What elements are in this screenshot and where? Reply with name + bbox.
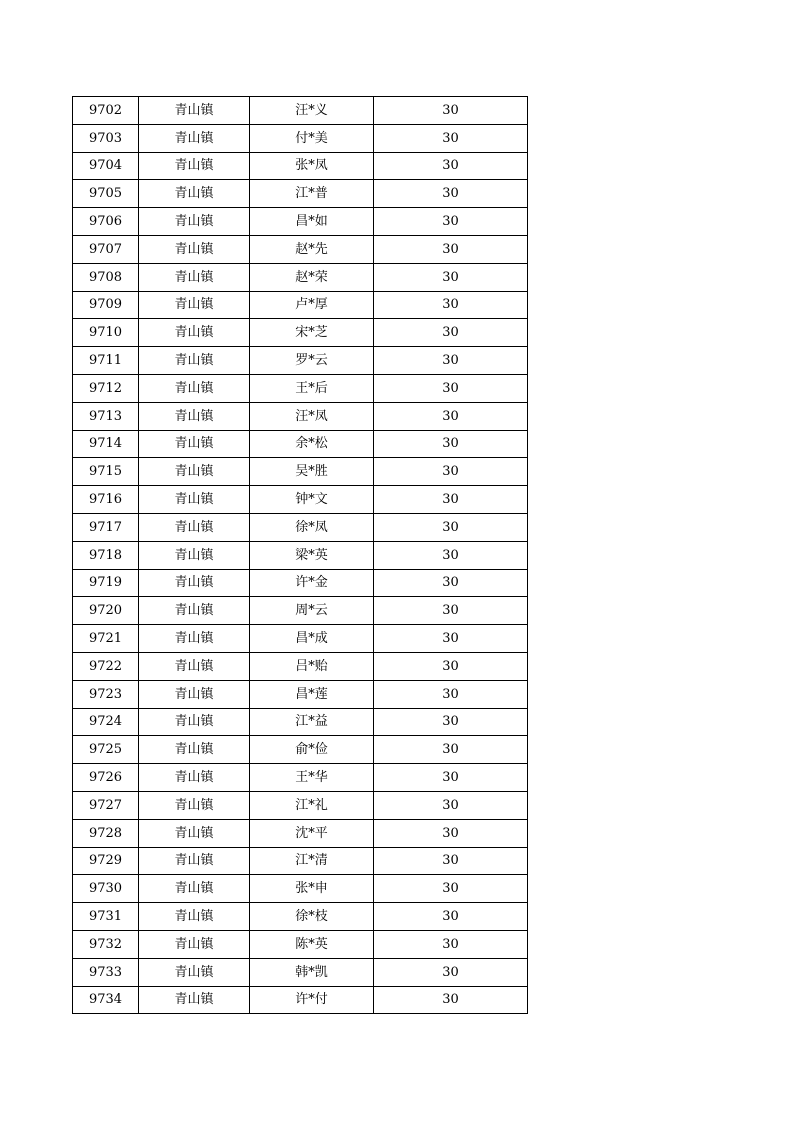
- name-cell: 昌*如: [250, 208, 374, 236]
- name-cell: 王*后: [250, 374, 374, 402]
- table-row: [73, 625, 528, 653]
- town-cell: 青山镇: [139, 208, 250, 236]
- serial-number-cell: 9702: [73, 97, 139, 125]
- name-cell: 俞*俭: [250, 736, 374, 764]
- town-cell: 青山镇: [139, 430, 250, 458]
- amount-cell: 30: [374, 402, 528, 430]
- name-cell: 韩*凯: [250, 958, 374, 986]
- serial-number-cell: 9725: [73, 736, 139, 764]
- serial-number-cell: 9729: [73, 847, 139, 875]
- name-cell: 许*付: [250, 986, 374, 1014]
- amount-cell: 30: [374, 124, 528, 152]
- table-row: [73, 680, 528, 708]
- name-cell: 梁*英: [250, 541, 374, 569]
- serial-number-cell: 9730: [73, 875, 139, 903]
- table-row: [73, 374, 528, 402]
- name-cell: 赵*荣: [250, 263, 374, 291]
- table-row: [73, 930, 528, 958]
- serial-number-cell: 9733: [73, 958, 139, 986]
- town-cell: 青山镇: [139, 402, 250, 430]
- serial-number-cell: 9728: [73, 819, 139, 847]
- amount-cell: 30: [374, 541, 528, 569]
- table-row: [73, 180, 528, 208]
- name-cell: 张*申: [250, 875, 374, 903]
- town-cell: 青山镇: [139, 291, 250, 319]
- name-cell: 付*美: [250, 124, 374, 152]
- town-cell: 青山镇: [139, 986, 250, 1014]
- table-row: [73, 430, 528, 458]
- amount-cell: 30: [374, 291, 528, 319]
- roster-table: [72, 96, 528, 1014]
- table-row: [73, 875, 528, 903]
- roster-table-body: [73, 97, 528, 1014]
- name-cell: 昌*成: [250, 625, 374, 653]
- serial-number-cell: 9718: [73, 541, 139, 569]
- table-row: [73, 97, 528, 125]
- amount-cell: 30: [374, 486, 528, 514]
- town-cell: 青山镇: [139, 819, 250, 847]
- serial-number-cell: 9721: [73, 625, 139, 653]
- town-cell: 青山镇: [139, 875, 250, 903]
- amount-cell: 30: [374, 764, 528, 792]
- amount-cell: 30: [374, 97, 528, 125]
- serial-number-cell: 9719: [73, 569, 139, 597]
- amount-cell: 30: [374, 458, 528, 486]
- amount-cell: 30: [374, 208, 528, 236]
- name-cell: 张*凤: [250, 152, 374, 180]
- amount-cell: 30: [374, 986, 528, 1014]
- amount-cell: 30: [374, 958, 528, 986]
- serial-number-cell: 9727: [73, 791, 139, 819]
- town-cell: 青山镇: [139, 541, 250, 569]
- amount-cell: 30: [374, 319, 528, 347]
- amount-cell: 30: [374, 791, 528, 819]
- town-cell: 青山镇: [139, 374, 250, 402]
- town-cell: 青山镇: [139, 736, 250, 764]
- table-row: [73, 569, 528, 597]
- town-cell: 青山镇: [139, 847, 250, 875]
- name-cell: 钟*文: [250, 486, 374, 514]
- table-row: [73, 486, 528, 514]
- serial-number-cell: 9706: [73, 208, 139, 236]
- table-row: [73, 208, 528, 236]
- name-cell: 周*云: [250, 597, 374, 625]
- town-cell: 青山镇: [139, 180, 250, 208]
- name-cell: 许*金: [250, 569, 374, 597]
- town-cell: 青山镇: [139, 486, 250, 514]
- name-cell: 罗*云: [250, 347, 374, 375]
- serial-number-cell: 9734: [73, 986, 139, 1014]
- table-row: [73, 903, 528, 931]
- name-cell: 王*华: [250, 764, 374, 792]
- amount-cell: 30: [374, 875, 528, 903]
- serial-number-cell: 9716: [73, 486, 139, 514]
- name-cell: 汪*义: [250, 97, 374, 125]
- name-cell: 江*普: [250, 180, 374, 208]
- town-cell: 青山镇: [139, 903, 250, 931]
- serial-number-cell: 9723: [73, 680, 139, 708]
- serial-number-cell: 9717: [73, 513, 139, 541]
- amount-cell: 30: [374, 930, 528, 958]
- name-cell: 赵*先: [250, 235, 374, 263]
- serial-number-cell: 9710: [73, 319, 139, 347]
- serial-number-cell: 9714: [73, 430, 139, 458]
- name-cell: 吴*胜: [250, 458, 374, 486]
- table-row: [73, 319, 528, 347]
- table-row: [73, 736, 528, 764]
- amount-cell: 30: [374, 736, 528, 764]
- amount-cell: 30: [374, 152, 528, 180]
- town-cell: 青山镇: [139, 97, 250, 125]
- town-cell: 青山镇: [139, 458, 250, 486]
- serial-number-cell: 9704: [73, 152, 139, 180]
- serial-number-cell: 9711: [73, 347, 139, 375]
- serial-number-cell: 9713: [73, 402, 139, 430]
- table-row: [73, 652, 528, 680]
- name-cell: 昌*莲: [250, 680, 374, 708]
- name-cell: 沈*平: [250, 819, 374, 847]
- table-row: [73, 986, 528, 1014]
- table-row: [73, 847, 528, 875]
- table-row: [73, 347, 528, 375]
- table-row: [73, 458, 528, 486]
- serial-number-cell: 9724: [73, 708, 139, 736]
- table-row: [73, 958, 528, 986]
- name-cell: 江*清: [250, 847, 374, 875]
- amount-cell: 30: [374, 347, 528, 375]
- amount-cell: 30: [374, 263, 528, 291]
- amount-cell: 30: [374, 374, 528, 402]
- amount-cell: 30: [374, 625, 528, 653]
- amount-cell: 30: [374, 569, 528, 597]
- table-row: [73, 819, 528, 847]
- town-cell: 青山镇: [139, 764, 250, 792]
- town-cell: 青山镇: [139, 347, 250, 375]
- name-cell: 宋*芝: [250, 319, 374, 347]
- town-cell: 青山镇: [139, 263, 250, 291]
- name-cell: 吕*贻: [250, 652, 374, 680]
- name-cell: 江*益: [250, 708, 374, 736]
- serial-number-cell: 9703: [73, 124, 139, 152]
- amount-cell: 30: [374, 708, 528, 736]
- amount-cell: 30: [374, 597, 528, 625]
- serial-number-cell: 9712: [73, 374, 139, 402]
- serial-number-cell: 9726: [73, 764, 139, 792]
- serial-number-cell: 9705: [73, 180, 139, 208]
- name-cell: 卢*厚: [250, 291, 374, 319]
- town-cell: 青山镇: [139, 791, 250, 819]
- table-row: [73, 152, 528, 180]
- town-cell: 青山镇: [139, 958, 250, 986]
- amount-cell: 30: [374, 430, 528, 458]
- town-cell: 青山镇: [139, 319, 250, 347]
- table-row: [73, 708, 528, 736]
- amount-cell: 30: [374, 819, 528, 847]
- name-cell: 徐*凤: [250, 513, 374, 541]
- town-cell: 青山镇: [139, 235, 250, 263]
- table-row: [73, 402, 528, 430]
- table-row: [73, 541, 528, 569]
- town-cell: 青山镇: [139, 680, 250, 708]
- name-cell: 陈*英: [250, 930, 374, 958]
- amount-cell: 30: [374, 903, 528, 931]
- table-row: [73, 597, 528, 625]
- town-cell: 青山镇: [139, 597, 250, 625]
- town-cell: 青山镇: [139, 708, 250, 736]
- name-cell: 余*松: [250, 430, 374, 458]
- table-row: [73, 791, 528, 819]
- amount-cell: 30: [374, 513, 528, 541]
- town-cell: 青山镇: [139, 124, 250, 152]
- table-row: [73, 764, 528, 792]
- serial-number-cell: 9720: [73, 597, 139, 625]
- name-cell: 汪*凤: [250, 402, 374, 430]
- serial-number-cell: 9732: [73, 930, 139, 958]
- town-cell: 青山镇: [139, 569, 250, 597]
- amount-cell: 30: [374, 680, 528, 708]
- amount-cell: 30: [374, 235, 528, 263]
- town-cell: 青山镇: [139, 625, 250, 653]
- serial-number-cell: 9731: [73, 903, 139, 931]
- serial-number-cell: 9707: [73, 235, 139, 263]
- town-cell: 青山镇: [139, 652, 250, 680]
- table-row: [73, 263, 528, 291]
- town-cell: 青山镇: [139, 930, 250, 958]
- town-cell: 青山镇: [139, 513, 250, 541]
- amount-cell: 30: [374, 180, 528, 208]
- table-row: [73, 291, 528, 319]
- town-cell: 青山镇: [139, 152, 250, 180]
- serial-number-cell: 9715: [73, 458, 139, 486]
- table-row: [73, 513, 528, 541]
- table-row: [73, 235, 528, 263]
- amount-cell: 30: [374, 652, 528, 680]
- amount-cell: 30: [374, 847, 528, 875]
- table-row: [73, 124, 528, 152]
- name-cell: 徐*枝: [250, 903, 374, 931]
- serial-number-cell: 9722: [73, 652, 139, 680]
- name-cell: 江*礼: [250, 791, 374, 819]
- serial-number-cell: 9709: [73, 291, 139, 319]
- serial-number-cell: 9708: [73, 263, 139, 291]
